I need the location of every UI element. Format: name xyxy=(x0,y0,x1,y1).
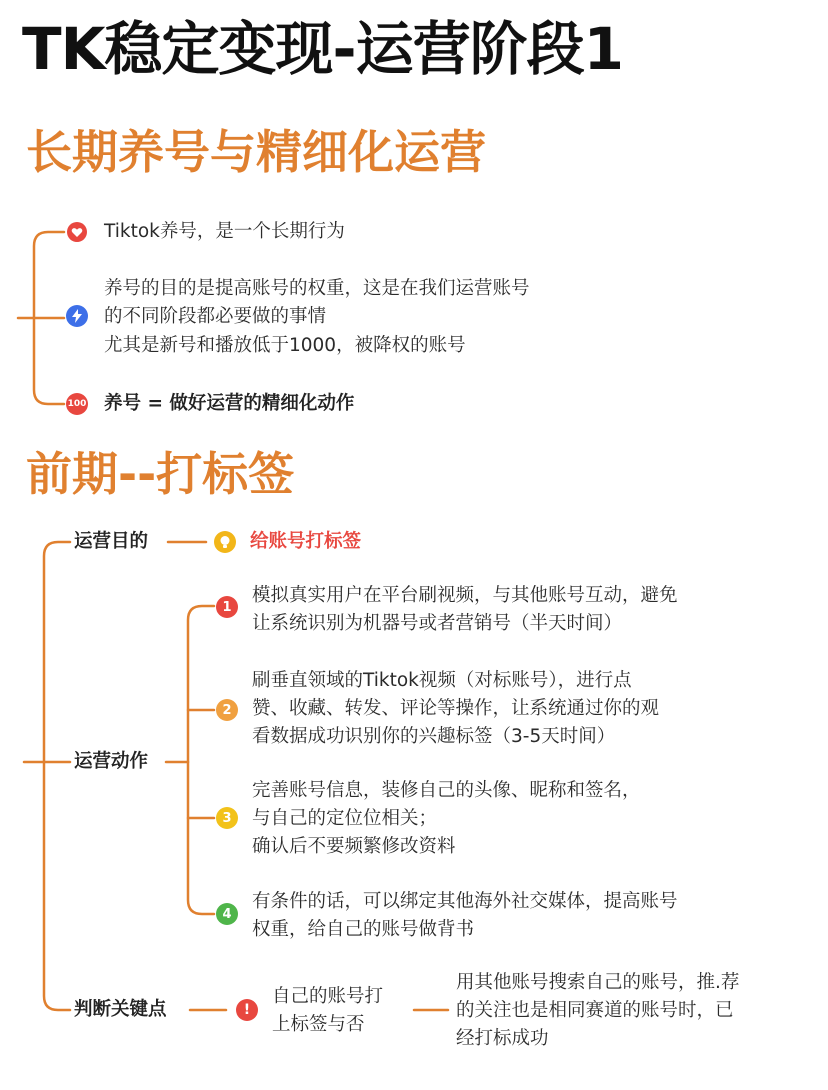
step2-line1: 刷垂直领域的Tiktok视频（对标账号），进行点 xyxy=(252,670,632,691)
number-3-icon: 3 xyxy=(216,807,238,829)
step2-line3: 看数据成功识别你的兴趣标签（3-5天时间） xyxy=(252,726,616,747)
number-2-icon: 2 xyxy=(216,699,238,721)
exclamation-icon: ! xyxy=(236,999,258,1021)
step3-line3: 确认后不要频繁修改资料 xyxy=(252,836,456,857)
step2-line2: 赞、收藏、转发、评论等操作，让系统通过你的观 xyxy=(252,698,660,719)
section2-heading: 前期--打标签 xyxy=(26,447,295,501)
goal-label: 运营目的 xyxy=(74,531,149,552)
s1-item2-line2: 的不同阶段都必要做的事情 xyxy=(104,306,327,327)
key-answer-line1: 用其他账号搜索自己的账号，推.荐 xyxy=(456,972,740,993)
page-title: TK稳定变现-运营阶段1 xyxy=(22,15,623,83)
actions-label: 运营动作 xyxy=(74,751,149,772)
hundred-points-icon: 100 xyxy=(66,393,88,415)
step1-line1: 模拟真实用户在平台刷视频，与其他账号互动，避免 xyxy=(252,585,678,606)
step1-line2: 让系统识别为机器号或者营销号（半天时间） xyxy=(252,613,623,634)
section1-heading: 长期养号与精细化运营 xyxy=(26,125,486,179)
goal-text: 给账号打标签 xyxy=(250,531,362,552)
key-answer-line2: 的关注也是相同赛道的账号时，已 xyxy=(456,1000,734,1021)
step3-line2: 与自己的定位位相关； xyxy=(252,808,438,829)
number-4-icon: 4 xyxy=(216,903,238,925)
step3-line1: 完善账号信息，装修自己的头像、昵称和签名， xyxy=(252,780,641,801)
key-question-line2: 上标签与否 xyxy=(272,1014,365,1035)
s1-item1-line1: Tiktok养号，是一个长期行为 xyxy=(104,221,345,242)
key-question-line1: 自己的账号打 xyxy=(272,986,384,1007)
s1-item3-line1: 养号 = 做好运营的精细化动作 xyxy=(104,393,355,414)
number-1-icon: 1 xyxy=(216,596,238,618)
lightning-icon xyxy=(66,305,88,327)
s1-item2-line1: 养号的目的是提高账号的权重，这是在我们运营账号 xyxy=(104,278,530,299)
step4-line1: 有条件的话，可以绑定其他海外社交媒体，提高账号 xyxy=(252,891,678,912)
key-label: 判断关键点 xyxy=(74,999,167,1020)
s1-item2-line3: 尤其是新号和播放低于1000，被降权的账号 xyxy=(104,335,466,356)
heart-icon xyxy=(66,221,88,243)
lightbulb-icon xyxy=(214,531,236,553)
step4-line2: 权重，给自己的账号做背书 xyxy=(252,919,475,940)
key-answer-line3: 经打标成功 xyxy=(456,1028,549,1049)
